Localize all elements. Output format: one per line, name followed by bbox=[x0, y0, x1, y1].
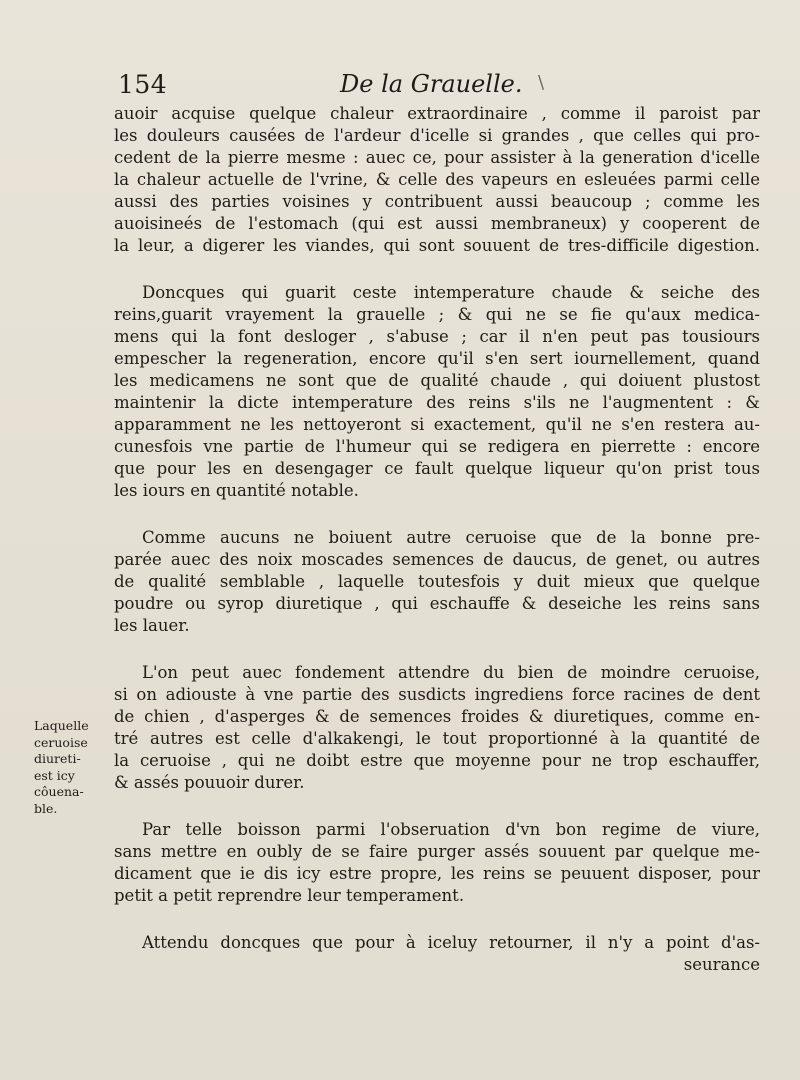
text-line: reins,guarit vrayement la grauelle ; & qui ne se fie qu'aux medica- bbox=[114, 305, 760, 324]
page-header bbox=[118, 70, 758, 104]
catchword: seurance bbox=[683, 955, 760, 974]
text-line: sans mettre en oubly de se faire purger assés souuent par quelque me- bbox=[114, 842, 760, 861]
text-line: la leur, a digerer les viandes, qui sont souuent de tres-difficile digestion. bbox=[114, 236, 760, 255]
text-line: petit a petit reprendre leur temperament. bbox=[114, 886, 465, 905]
text-line: cunesfois vne partie de l'humeur qui se redigera en pierrette : encore bbox=[114, 437, 760, 456]
text-line: cedent de la pierre mesme : auec ce, pour assister à la generation d'icelle bbox=[114, 148, 760, 167]
text-line: empescher la regeneration, encore qu'il s'en sert iournellement, quand bbox=[114, 349, 760, 368]
text-line: L'on peut auec fondement attendre du bien de moindre ceruoise, bbox=[142, 663, 760, 682]
running-head: De la Grauelle. bbox=[340, 70, 523, 98]
text-line: les medicamens ne sont que de qualité chaude , qui doiuent plustost bbox=[114, 371, 760, 390]
text-line: si on adiouste à vne partie des susdicts ingrediens force racines de dent bbox=[114, 685, 760, 704]
text-line: maintenir la dicte intemperature des reins s'ils ne l'augmentent : & bbox=[114, 393, 760, 412]
paragraph-5 bbox=[114, 819, 760, 907]
text-line: Comme aucuns ne boiuent autre ceruoise que de la bonne pre- bbox=[142, 528, 760, 547]
text-line: poudre ou syrop diuretique , qui eschauffe & deseiche les reins sans bbox=[114, 594, 760, 613]
text-line: apparamment ne les nettoyeront si exactement, qu'il ne s'en restera au- bbox=[114, 415, 760, 434]
text-line: parée auec des noix moscades semences de daucus, de genet, ou autres bbox=[114, 550, 760, 569]
text-line: mens qui la font desloger , s'abuse ; car il n'en peut pas tousiours bbox=[114, 327, 760, 346]
text-line: les iours en quantité notable. bbox=[114, 481, 359, 500]
paragraph-4 bbox=[114, 662, 760, 794]
marginal-line: côuena- bbox=[34, 784, 84, 799]
text-line: de chien , d'asperges & de semences froides & diuretiques, comme en- bbox=[114, 707, 760, 726]
marginal-line: diureti- bbox=[34, 751, 81, 766]
text-line: auoisineés de l'estomach (qui est aussi membraneux) y cooperent de bbox=[114, 214, 760, 233]
paragraph-1 bbox=[114, 103, 760, 257]
text-line: aussi des parties voisines y contribuent aussi beaucoup ; comme les bbox=[114, 192, 760, 211]
text-line: la chaleur actuelle de l'vrine, & celle des vapeurs en esleuées parmi celle bbox=[114, 170, 760, 189]
text-line: la ceruoise , qui ne doibt estre que moyenne pour ne trop eschauffer, bbox=[114, 751, 760, 770]
paragraph-2 bbox=[114, 282, 760, 502]
marginal-line: ble. bbox=[34, 800, 58, 816]
text-line: les douleurs causées de l'ardeur d'icelle si grandes , que celles qui pro- bbox=[114, 126, 760, 145]
text-line: Doncques qui guarit ceste intemperature chaude & seiche des bbox=[142, 283, 760, 302]
text-line: auoir acquise quelque chaleur extraordinaire , comme il paroist par bbox=[114, 104, 760, 123]
text-line: que pour les en desengager ce fault quelque liqueur qu'on prist tous bbox=[114, 459, 760, 478]
marginal-note bbox=[34, 718, 98, 817]
marginal-line: Laquelle bbox=[34, 718, 89, 733]
text-line: dicament que ie dis icy estre propre, les reins se peuuent disposer, pour bbox=[114, 864, 760, 883]
page-number: 154 bbox=[118, 70, 168, 99]
marginal-line: est icy bbox=[34, 767, 75, 783]
body-text bbox=[114, 103, 760, 976]
marginal-line: ceruoise bbox=[34, 734, 88, 750]
text-line: Attendu doncques que pour à iceluy retourner, il n'y a point d'as- bbox=[142, 933, 760, 952]
text-line: Par telle boisson parmi l'obseruation d'vn bon regime de viure, bbox=[142, 820, 760, 839]
text-line: les lauer. bbox=[114, 616, 190, 635]
text-line: tré autres est celle d'alkakengi, le tout proportionné à la quantité de bbox=[114, 729, 760, 748]
text-line: & assés pouuoir durer. bbox=[114, 773, 305, 792]
header-mark: \ bbox=[538, 72, 545, 93]
paragraph-6 bbox=[114, 932, 760, 976]
text-line: de qualité semblable , laquelle toutesfois y duit mieux que quelque bbox=[114, 572, 760, 591]
paragraph-3 bbox=[114, 527, 760, 637]
